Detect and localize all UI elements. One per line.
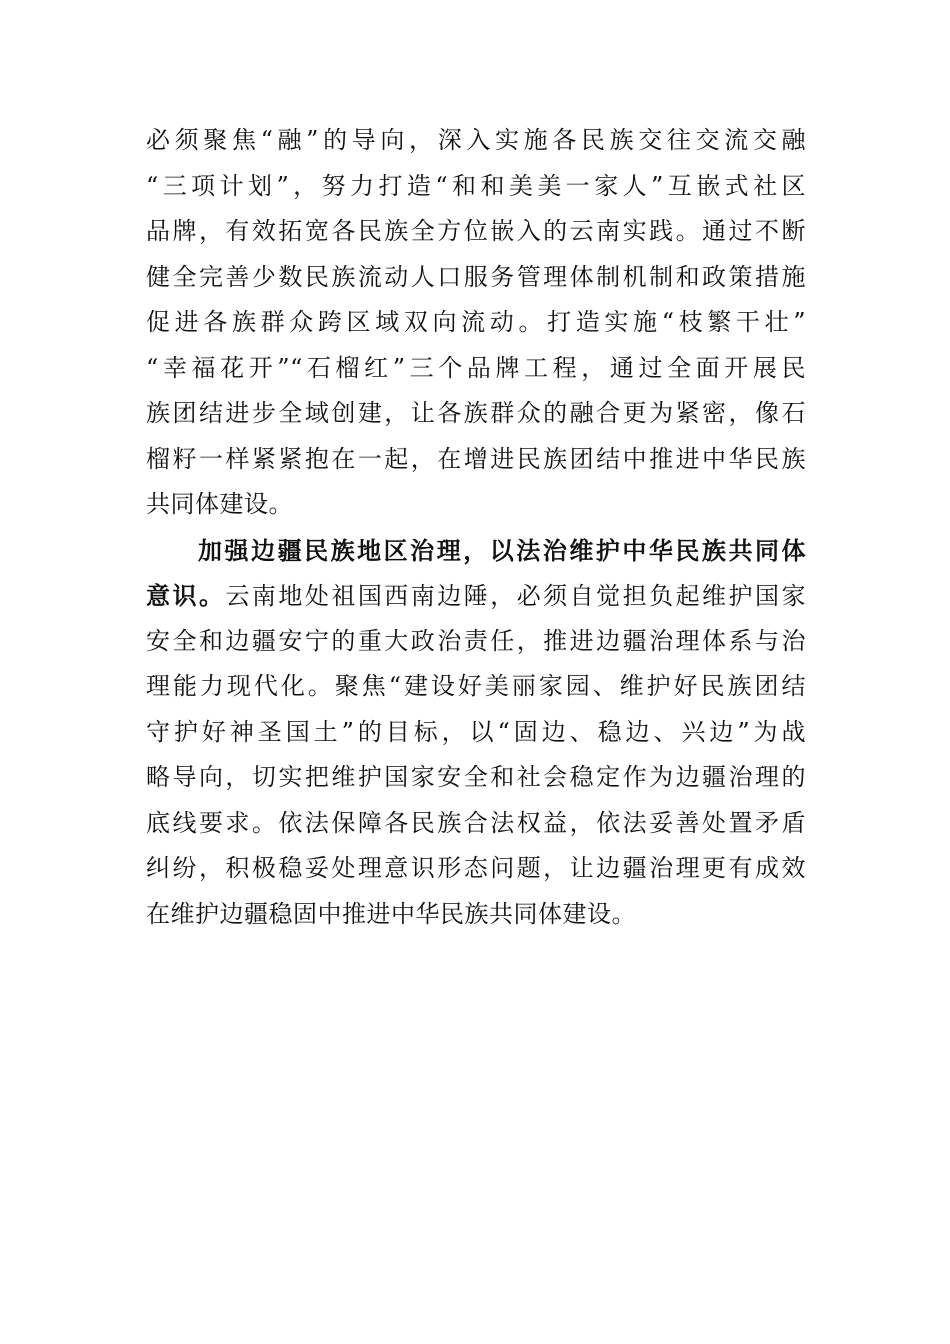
text-span: 云南地处祖国西南边陲，必须自觉担负起维护国家 <box>225 582 806 610</box>
text-line: 底线要求。依法保障各民族合法权益，依法妥善处置矛盾 <box>146 808 806 837</box>
text-line: 守护好神圣国土”的目标，以“固边、稳边、兴边”为战 <box>146 717 806 746</box>
text-line: 理能力现代化。聚焦“建设好美丽家园、维护好民族团结 <box>146 672 806 700</box>
text-line: 纠纷，积极稳妥处理意识形态问题，让边疆治理更有成效 <box>146 854 806 882</box>
text-line: 榴籽一样紧紧抱在一起，在增进民族团结中推进中华民族 <box>146 444 806 473</box>
text-line <box>146 573 806 619</box>
text-line: 在维护边疆稳固中推进中华民族共同体建设。 <box>146 899 636 928</box>
text-line: 安全和边疆安宁的重大政治责任，推进边疆治理体系与治 <box>146 626 806 655</box>
text-line: 必须聚焦“融”的导向，深入实施各民族交往交流交融 <box>146 126 806 154</box>
text-line: 促进各族群众跨区域双向流动。打造实施“枝繁干壮” <box>146 308 806 336</box>
text-line: 略导向，切实把维护国家安全和社会稳定作为边疆治理的 <box>146 763 806 791</box>
text-line: 共同体建设。 <box>146 490 293 518</box>
text-line: “三项计划”，努力打造“和和美美一家人”互嵌式社区 <box>146 171 806 200</box>
section-heading-tail: 意识。 <box>146 581 226 610</box>
text-line: 族团结进步全域创建，让各族群众的融合更为紧密，像石 <box>146 399 806 427</box>
paragraph-1 <box>146 118 806 528</box>
text-line: 品牌，有效拓宽各民族全方位嵌入的云南实践。通过不断 <box>146 217 806 245</box>
paragraph-2 <box>146 528 806 938</box>
body-text <box>146 118 806 937</box>
text-line: “幸福花开”“石榴红”三个品牌工程，通过全面开展民 <box>146 353 806 382</box>
text-line: 健全完善少数民族流动人口服务管理体制机制和政策措施 <box>146 262 806 291</box>
section-heading: 加强边疆民族地区治理，以法治维护中华民族共同体 <box>198 535 806 565</box>
